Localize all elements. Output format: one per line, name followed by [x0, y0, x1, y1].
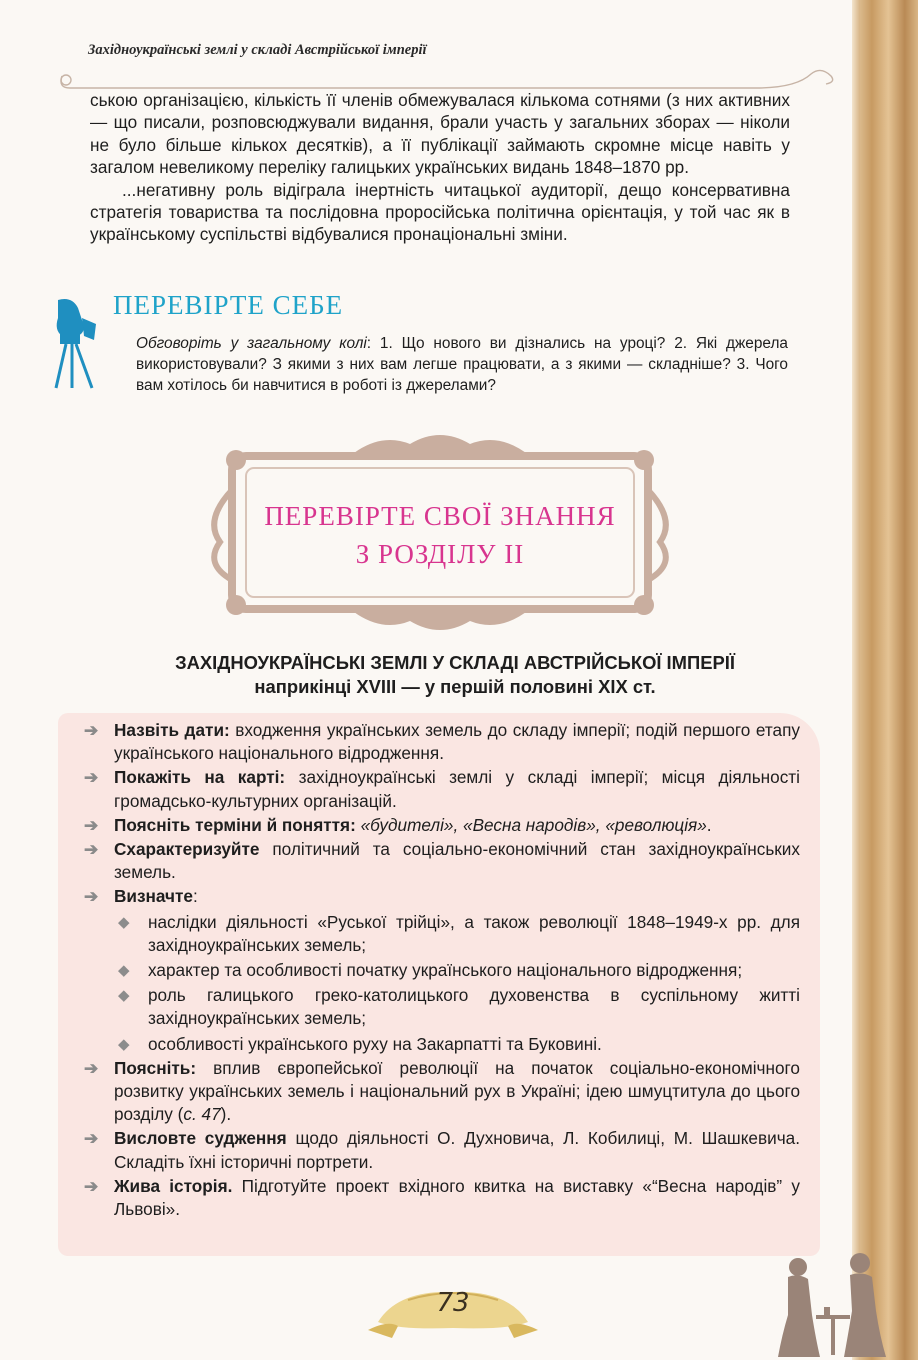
self-check-text [136, 333, 788, 396]
task-lead: Покажіть на карті: [114, 767, 286, 788]
task-item [84, 1175, 800, 1221]
page-reference: с. 47 [183, 1104, 221, 1125]
task-list [84, 719, 800, 1222]
header-title: Західноукраїнські землі у складі Австрійської імперії [88, 42, 427, 58]
intro-paragraph-1: ською організацією, кількість її членів обмежувалася кількома сотнями (з них активних — що писали, розповсюджували видання, брали участь у загальних зборах — ніколи не було більше кількох десятків), а її публікації займають скромне місце навіть у загалом невеликому переліку галицьких українських видань 1848–1870 рр. [90, 90, 790, 178]
task-item [84, 838, 800, 884]
task-text: : [193, 886, 198, 907]
arrow-right-icon: ➔ [84, 886, 99, 907]
tripod-camera-icon [44, 296, 104, 392]
task-lead: Назвіть дати: [114, 720, 230, 740]
task-text: ). [220, 1104, 232, 1125]
sub-item-text: характер та особливості початку українського національного відродження; [148, 960, 743, 981]
task-lead: Визначте [114, 886, 193, 907]
diamond-bullet-icon: ◆ [118, 962, 130, 980]
page-number: 73 [436, 1288, 470, 1318]
tea-party-silhouette-icon [768, 1245, 898, 1360]
task-lead: Висловте судження [114, 1128, 287, 1149]
diamond-bullet-icon: ◆ [118, 1035, 130, 1053]
sub-item [114, 984, 800, 1030]
section-heading-2: наприкінці XVIII — у першій половині XIX ст. [254, 676, 656, 697]
arrow-right-icon: ➔ [84, 1175, 99, 1196]
arrow-right-icon: ➔ [84, 767, 99, 788]
task-item [84, 1057, 800, 1127]
arrow-right-icon: ➔ [84, 814, 99, 835]
task-lead: Поясніть терміни й поняття: [114, 814, 356, 835]
task-text: щодо діяльності О. Духновича, Л. Кобилиці, М. Шашкевича. Складіть їхні історичні портрети. [114, 1128, 801, 1172]
sub-item-text: особливості українського руху на Закарпатті та Буковині. [148, 1033, 602, 1054]
task-text: вплив європейської революції на початок соціально-економічного розвитку українських земель і національний рух в Україні; ідею шмуцтитула до цього розділу ( [114, 1057, 800, 1125]
task-item [84, 766, 800, 812]
sub-item [114, 959, 800, 982]
task-lead: Поясніть: [114, 1057, 197, 1078]
task-lead: Схарактеризуйте [114, 839, 260, 860]
task-text: . [706, 814, 712, 835]
task-text: Підготуйте проект вхідного квитка на виставку «“Весна народів” у Львові». [114, 1175, 800, 1220]
arrow-right-icon: ➔ [84, 1057, 99, 1078]
task-text: входження українських земель до складу імперії; подій першого етапу українського національного відродження. [114, 720, 800, 764]
sub-item-text: наслідки діяльності «Руської трійці», а також революції 1848–1949-х рр. для західноукраїнських земель; [148, 911, 800, 955]
task-item [84, 1127, 800, 1173]
task-terms: «будителі», «Весна народів», «революція» [355, 814, 707, 835]
task-item [84, 814, 800, 837]
task-text: політичний та соціально-економічний стан західноукраїнських земель. [114, 839, 800, 883]
diamond-bullet-icon: ◆ [118, 987, 130, 1005]
arrow-right-icon: ➔ [84, 1128, 99, 1149]
task-lead: Жива історія. [114, 1175, 233, 1196]
sub-item-text: роль галицького греко-католицького духовенства в суспільному житті західноукраїнських земель; [148, 985, 800, 1029]
sub-item [114, 911, 800, 957]
self-check-title: ПЕРЕВІРТЕ СЕБЕ [113, 290, 344, 320]
intro-paragraph-2: ...негативну роль відіграла інертність читацької аудиторії, дещо консервативна стратегія товариства та послідовна проросійська політична орієнтація, у той час як в українському суспільстві відбувалися пронаціональні зміни. [90, 179, 790, 245]
self-check-body: : 1. Що нового ви дізнались на уроці? 2. Які джерела використовували? З якими з них вам легше працювати, а з якими — складніше? 3. Чого вам хотілось би навчитися в роботі із джерелами? [136, 335, 788, 394]
task-item [84, 719, 800, 765]
arrow-right-icon: ➔ [84, 839, 99, 860]
task-text: західноукраїнські землі у складі імперії; місця діяльності громадсько-культурних організацій. [114, 767, 800, 811]
frame-title [200, 497, 680, 573]
arrow-right-icon: ➔ [84, 720, 99, 740]
sub-item [114, 1033, 800, 1056]
task-item [84, 885, 800, 1055]
self-check-lead: Обговоріть у загальному колі [136, 335, 367, 352]
sub-list [114, 911, 800, 1056]
frame-title-line-2: З РОЗДІЛУ ІІ [355, 539, 525, 569]
intro-text [90, 89, 790, 246]
diamond-bullet-icon: ◆ [118, 913, 130, 931]
section-heading-1: ЗАХІДНОУКРАЇНСЬКІ ЗЕМЛІ У СКЛАДІ АВСТРІЙСЬКОЇ ІМПЕРІЇ [175, 652, 735, 673]
frame-title-line-1: ПЕРЕВІРТЕ СВОЇ ЗНАННЯ [264, 501, 616, 531]
page-header [56, 38, 846, 78]
book-edge [852, 0, 918, 1360]
